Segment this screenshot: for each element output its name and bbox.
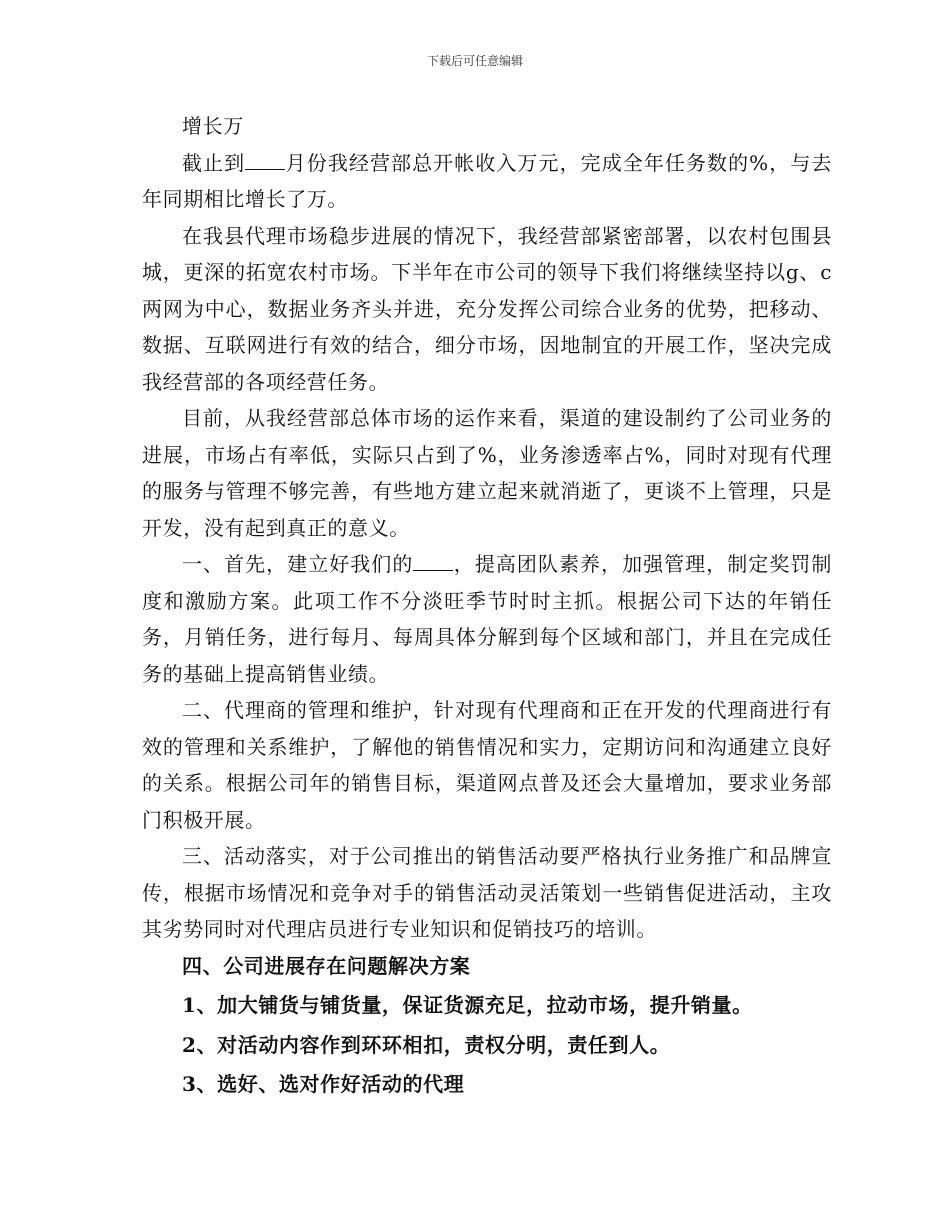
- fill-in-blank: [413, 552, 453, 571]
- fill-in-blank: [245, 151, 285, 170]
- paragraph-3: 在我县代理市场稳步进展的情况下，我经营部紧密部署，以农村包围县城，更深的拓宽农村市场。下半年在市公司的领导下我们将继续坚持以g、c两网为中心，数据业务齐头并进，充分发挥公司综合业务的优势，把移动、数据、互联网进行有效的结合，细分市场，因地制宜的开展工作，坚决完成我经营部的各项经营任务。: [142, 223, 832, 394]
- list-item-2: 2、对活动内容作到环环相扣，责权分明，责任到人。: [182, 1032, 671, 1057]
- paragraph-6: 二、代理商的管理和维护，针对现有代理商和正在开发的代理商进行有效的管理和关系维护，了解他的销售情况和实力，定期访问和沟通建立良好的关系。根据公司年的销售目标，渠道网点普及还会大量增加，要求业务部门积极开展。: [142, 698, 832, 832]
- paragraph-4: 目前，从我经营部总体市场的运作来看，渠道的建设制约了公司业务的进展，市场占有率低，实际只占到了%，业务渗透率占%，同时对现有代理的服务与管理不够完善，有些地方建立起来就消逝了，更谈不上管理，只是开发，没有起到真正的意义。: [142, 406, 832, 540]
- paragraph-5-rest: ，提高团队素养，加强管理，制定奖罚制度和激励方案。此项工作不分淡旺季节时时主抓。根据公司下达的年销任务，月销任务，进行每月、每周具体分解到每个区域和部门，并且在完成任务的基础上提高销售业绩。: [142, 552, 832, 686]
- paragraph-5-start: 一、首先，建立好我们的: [182, 552, 414, 576]
- document-body: [142, 108, 832, 1103]
- page-header: 下载后可任意编辑: [426, 54, 523, 68]
- paragraph-7: 三、活动落实，对于公司推出的销售活动要严格执行业务推广和品牌宣传，根据市场情况和竞争对手的销售活动灵活策划一些销售促进活动，主攻其劣势同时对代理店员进行专业知识和促销技巧的培训。: [142, 844, 832, 941]
- section-heading: 四、公司进展存在问题解决方案: [182, 953, 471, 978]
- list-item-3: 3、选好、选对作好活动的代理: [182, 1072, 465, 1096]
- paragraph-2: [142, 145, 832, 218]
- paragraph-2-start: 截止到: [182, 150, 246, 175]
- paragraph-1: 增长万: [182, 114, 244, 138]
- list-item-1: 1、加大铺货与铺货量，保证货源充足，拉动市场，提升销量。: [182, 993, 753, 1017]
- paragraph-2-rest: 月份我经营部总开帐收入万元，完成全年任务数的%，与去年同期相比增长了万。: [142, 150, 832, 211]
- paragraph-5: [142, 546, 832, 692]
